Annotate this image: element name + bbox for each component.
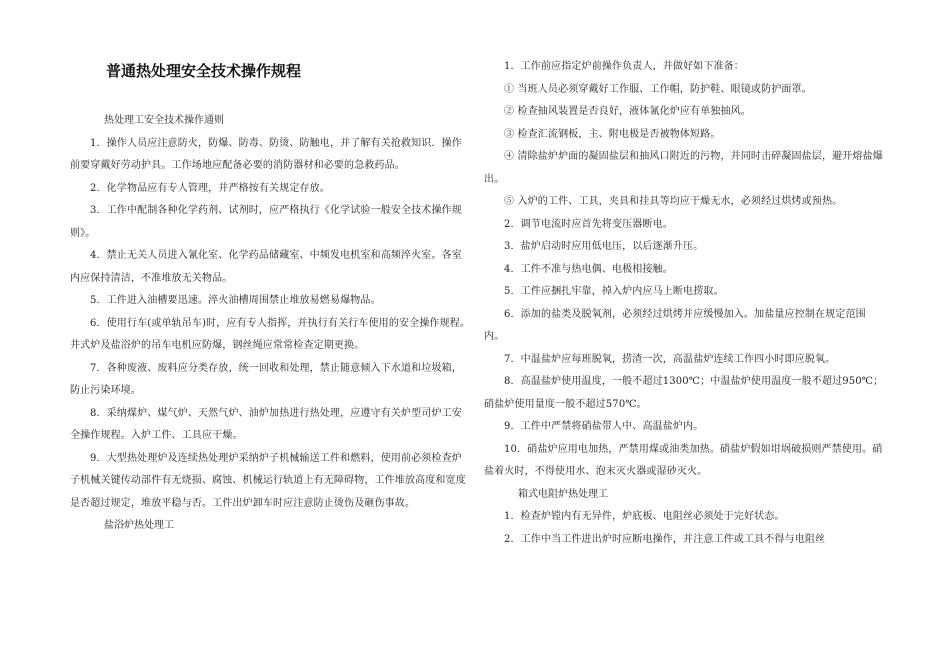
left-column: [70, 110, 470, 538]
section-heading-box-furnace: 箱式电阻炉热处理工: [518, 488, 608, 500]
paragraph: 6．添加的盐类及脱氧剂，必须经过烘烤并应缓慢加入。加盐量应控制在规定范围内。: [484, 308, 866, 342]
section-heading-general: 热处理工安全技术操作通则: [104, 115, 224, 126]
paragraph: 2．工作中当工件进出炉时应断电操作，并注意工件或工具不得与电阻丝: [504, 533, 826, 545]
paragraph: ④ 清除盐炉炉面的凝固盐层和抽风口附近的污物，并同时击碎凝固盐层，避开熔盐爆出。: [484, 151, 883, 185]
paragraph: 4．工件不准与热电偶、电极相接触。: [504, 263, 673, 275]
paragraph: 1．工作前应指定炉前操作负责人，并做好如下准备：: [504, 61, 744, 72]
paragraph: 1．操作人员应注意防火，防爆、防毒、防烫、防触电，并了解有关抢救知识．操作前要穿戴好劳动护具。工作场地应配备必要的消防器材和必要的急救药品。: [70, 137, 462, 171]
paragraph: 5．工件进入油槽要迅速。淬火油槽周围禁止堆放易燃易爆物品。: [90, 295, 381, 306]
paragraph: 8．高温盐炉使用温度，一般不超过1300℃；中温盐炉使用温度一般不超过950℃；硝盐炉使用量度一般不超过570℃。: [484, 376, 884, 410]
paragraph: 1．检查炉镗内有无异件，炉底板、电阻丝必须处于完好状态。: [504, 511, 785, 522]
paragraph: ① 当班人员必须穿戴好工作服、工作帽，防护鞋、眼镜或防护面罩。: [504, 83, 812, 95]
paragraph: 10．硝盐炉应用电加热，严禁用煤或油类加热。硝盐炉假如坩埚破损则严禁使用。硝盐着火时，不得使用水、泡末灭火器或湿砂灭火。: [484, 443, 883, 477]
paragraph: 2．调节电流时应首先将变压器断电。: [504, 218, 673, 230]
document-title: 普通热处理安全技术操作规程: [106, 62, 302, 80]
paragraph: 8．采纳煤炉、煤气炉、天然气炉、油炉加热进行热处理，应遵守有关炉型司炉工安全操作规程。入炉工件、工具应干燥。: [70, 407, 462, 441]
paragraph: 4．禁止无关人员进入氰化室、化学药品储藏室、中频发电机室和高频淬火室。各室内应保持清洁，不准堆放无关物品。: [70, 250, 462, 284]
paragraph: 5．工件应捆扎牢靠，掉入炉内应马上断电捞取。: [504, 286, 724, 297]
paragraph: ③ 检查汇流钢板，主、附电极是否被物体短路。: [504, 128, 721, 140]
paragraph: 2．化学物品应有专人管理，并严格按有关规定存放。: [90, 182, 330, 194]
paragraph: 7．各种废液、废料应分类存放，统一回收和处理，禁止随意倾入下水道和垃圾箱，防止污染环境。: [70, 362, 462, 396]
right-column: [484, 56, 884, 551]
paragraph: 3．工作中配制各种化学药剂、试剂时，应严格执行《化学试验一般安全技术操作规则》。: [70, 205, 462, 239]
paragraph: 9．工件中严禁将硝盐带人中、高温盐炉内。: [504, 421, 704, 432]
section-heading-salt-bath: 盐浴炉热处理工: [104, 520, 174, 531]
paragraph: 7．中温盐炉应每班脱氧，捞渣一次，高温盐炉连续工作四小时即应脱氧。: [504, 353, 836, 365]
paragraph: 6．使用行车(或单轨吊车)时，应有专人指挥，并执行有关行车使用的安全操作规程。井式炉及盐浴炉的吊车电机应防爆，钢丝绳应常常检查定期更换。: [70, 317, 471, 351]
paragraph: ② 检查抽风装置是否良好，液体氰化炉应有单独抽风。: [504, 106, 751, 117]
paragraph: ⑤ 入炉的工件、工具，夹具和挂具等均应干燥无水，必须经过烘烤或预热。: [504, 196, 843, 207]
paragraph: 3．盐炉启动时应用低电压，以后逐渐升压。: [504, 241, 704, 252]
paragraph: 9．大型热处理炉及连续热处理炉采纳炉子机械输送工件和燃料，使用前必须检查炉子机械关键传动部件有无烧损、腐蚀、机械运行轨道上有无障碍物，工件堆放高度和宽度是否超过规定，堆放平稳与否。工件出炉卸车时应注意防止烫伤及砸伤事故。: [70, 452, 466, 509]
